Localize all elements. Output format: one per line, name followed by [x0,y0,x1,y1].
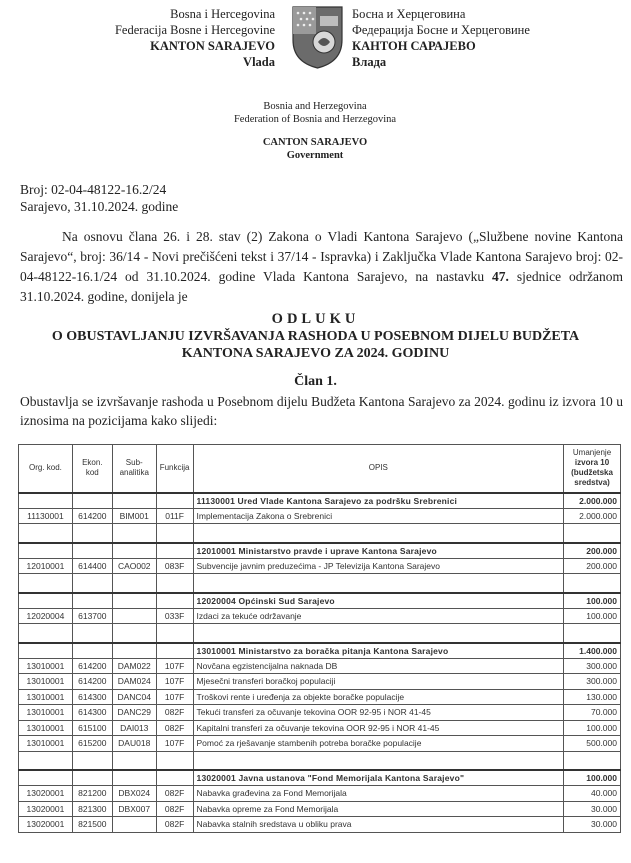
preamble-paragraph [20,227,623,307]
cell-sub [112,593,156,609]
cell-amount: 1.400.000 [564,643,621,659]
reference-block [20,181,178,215]
document-subtitle: KANTONA SARAJEVO ZA 2024. GODINU [181,346,450,361]
budget-table [18,444,621,833]
cell-amount: 130.000 [564,689,621,705]
budget-table-body [19,493,621,833]
cell-ekon [72,543,112,559]
cell-amount: 40.000 [564,786,621,802]
cell-org [19,643,73,659]
table-row [19,736,621,752]
cell-amount: 500.000 [564,736,621,752]
cell-empty [193,524,564,543]
cell-empty [564,574,621,593]
header-sub: Sub-analitika [112,445,156,493]
cell-desc: Troškovi rente i uređenja za objekte boračke populacije [193,689,564,705]
header-right-line: Федерација Босне и Херцеговине [352,23,530,37]
header-ekon: Ekon. kod [72,445,112,493]
cell-amount: 200.000 [564,543,621,559]
table-section-row [19,770,621,786]
cell-org [19,770,73,786]
cell-sub: DANC04 [112,689,156,705]
cell-funk: 011F [156,508,193,524]
header-left-line: Bosna i Hercegovina [170,7,275,21]
cell-empty [156,524,193,543]
table-row [19,558,621,574]
cell-amount: 100.000 [564,593,621,609]
cell-desc: 12020004 Općinski Sud Sarajevo [193,593,564,609]
article-heading: Član 1. [294,374,337,389]
cell-funk: 082F [156,705,193,721]
cell-funk: 107F [156,736,193,752]
cell-sub [112,643,156,659]
cell-sub: DAM024 [112,674,156,690]
cell-sub: DANC29 [112,705,156,721]
cell-ekon: 615100 [72,720,112,736]
preamble-text: sjednice održanom 31.10.2024. godine, donijela je [20,269,624,304]
cell-org: 13010001 [19,658,73,674]
header-left-line: Federacija Bosne i Hercegovine [114,23,275,37]
cell-org: 13020001 [19,786,73,802]
cell-desc: Kapitalni transferi za očuvanje tekovina OOR 92-95 i NOR 41-45 [193,720,564,736]
cell-desc: Mjesečni transferi boračkoj populaciji [193,674,564,690]
table-section-row [19,493,621,509]
table-row [19,817,621,833]
table-row [19,689,621,705]
header-funk: Funkcija [156,445,193,493]
cell-ekon: 614400 [72,558,112,574]
table-row [19,786,621,802]
cell-funk: 082F [156,817,193,833]
cell-sub: BIM001 [112,508,156,524]
cell-desc: Nabavka građevina za Fond Memorijala [193,786,564,802]
cell-funk: 107F [156,674,193,690]
cell-org: 12020004 [19,608,73,624]
cell-empty [72,574,112,593]
document-title: ODLUKU [271,311,360,327]
cell-funk: 082F [156,720,193,736]
cell-amount: 30.000 [564,817,621,833]
cell-amount: 70.000 [564,705,621,721]
cell-org: 13010001 [19,705,73,721]
header-right-line: КАНТОН САРАЈЕВО [352,39,476,53]
cell-org [19,543,73,559]
cell-ekon: 613700 [72,608,112,624]
cell-desc: Subvencije javnim preduzećima - JP Televizija Kantona Sarajevo [193,558,564,574]
cell-sub: DBX024 [112,786,156,802]
cell-funk [156,643,193,659]
header-opis: OPIS [193,445,564,493]
cell-desc: 13020001 Javna ustanova "Fond Memorijala Kantona Sarajevo" [193,770,564,786]
cell-empty [156,624,193,643]
cell-org [19,593,73,609]
cell-desc: Tekući transferi za očuvanje tekovina OOR 92-95 i NOR 41-45 [193,705,564,721]
table-row [19,801,621,817]
cell-amount: 200.000 [564,558,621,574]
cell-sub: DAM022 [112,658,156,674]
cell-amount: 2.000.000 [564,493,621,509]
table-section-row [19,593,621,609]
cell-sub [112,493,156,509]
cell-desc: 13010001 Ministarstvo za boračka pitanja Kantona Sarajevo [193,643,564,659]
header-english-block [165,100,465,162]
header-amount-line: Umanjenje [572,448,612,458]
cell-ekon: 614300 [72,705,112,721]
cell-ekon [72,643,112,659]
cell-ekon: 821200 [72,786,112,802]
cell-ekon: 614200 [72,658,112,674]
cell-amount: 300.000 [564,674,621,690]
cell-org: 13010001 [19,674,73,690]
cell-funk: 033F [156,608,193,624]
header-right-line: Влада [352,55,387,69]
cell-funk: 082F [156,801,193,817]
cell-empty [72,751,112,770]
table-spacer-row [19,751,621,770]
cell-amount: 100.000 [564,608,621,624]
cell-org: 13020001 [19,817,73,833]
cell-desc: Implementacija Zakona o Srebrenici [193,508,564,524]
cell-empty [19,624,73,643]
cell-sub: DAI013 [112,720,156,736]
cell-org: 13010001 [19,720,73,736]
coat-of-arms-icon [290,4,345,70]
cell-desc: Nabavka opreme za Fond Memorijala [193,801,564,817]
header-left-block [60,6,275,70]
table-row [19,705,621,721]
cell-sub: DAU018 [112,736,156,752]
cell-empty [564,624,621,643]
header-english-line: Government [286,150,344,161]
cell-funk: 082F [156,786,193,802]
cell-empty [19,574,73,593]
cell-sub [112,543,156,559]
article-text: Obustavlja se izvršavanje rashoda u Posebnom dijelu Budžeta Kantona Sarajevo za 2024. godinu iz izvora 10 u iznosima na pozicijama kako slijedi: [20,394,623,428]
preamble-text: Na osnovu člana 26. i 28. stav (2) Zakona o Vladi Kantona Sarajevo („Službene novine Kantona Sarajevo“, broj: 36/14 - Novi prečišćeni tekst i 37/14 - Ispravka) i Zaključka Vlade Kantona Sarajevo broj: 02-04-48122-16.1/24 od 31.10.2024. godine Vlada Kantona Sarajevo, na nastavku [20,229,623,284]
cell-ekon [72,770,112,786]
cell-org: 13010001 [19,689,73,705]
table-row [19,508,621,524]
header-left-line: Vlada [243,55,275,69]
cell-ekon [72,593,112,609]
cell-org [19,493,73,509]
cell-amount: 30.000 [564,801,621,817]
cell-org: 12010001 [19,558,73,574]
cell-desc: Izdaci za tekuće održavanje [193,608,564,624]
cell-empty [156,574,193,593]
cell-funk [156,493,193,509]
table-spacer-row [19,574,621,593]
cell-desc: Nabavka stalnih sredstava u obliku prava [193,817,564,833]
cell-ekon: 614300 [72,689,112,705]
cell-sub: CAO002 [112,558,156,574]
cell-empty [72,624,112,643]
cell-empty [193,624,564,643]
cell-desc: Pomoć za rješavanje stambenih potreba boračke populacije [193,736,564,752]
table-section-row [19,643,621,659]
cell-ekon: 615200 [72,736,112,752]
cell-amount: 100.000 [564,770,621,786]
cell-sub [112,817,156,833]
cell-funk [156,770,193,786]
cell-amount: 100.000 [564,720,621,736]
header-english-line: Federation of Bosnia and Herzegovina [233,114,397,125]
cell-empty [112,524,156,543]
table-row [19,658,621,674]
cell-desc: 12010001 Ministarstvo pravde i uprave Kantona Sarajevo [193,543,564,559]
cell-funk: 083F [156,558,193,574]
header-right-block [352,6,602,70]
cell-org: 13020001 [19,801,73,817]
cell-ekon: 821300 [72,801,112,817]
header-amount-line: izvora 10 [574,458,610,468]
cell-org: 11130001 [19,508,73,524]
cell-sub [112,770,156,786]
cell-amount: 2.000.000 [564,508,621,524]
cell-desc: 11130001 Ured Vlade Kantona Sarajevo za podršku Srebrenici [193,493,564,509]
cell-empty [19,524,73,543]
table-spacer-row [19,624,621,643]
table-header-row [19,445,621,493]
table-row [19,674,621,690]
table-section-row [19,543,621,559]
cell-empty [112,574,156,593]
cell-empty [156,751,193,770]
cell-empty [72,524,112,543]
header-left-line: KANTON SARAJEVO [150,39,275,53]
reference-place-date: Sarajevo, 31.10.2024. godine [20,199,179,214]
cell-org: 13010001 [19,736,73,752]
header-right-line: Босна и Херцеговина [352,7,466,21]
session-number: 47. [492,269,509,284]
cell-amount: 300.000 [564,658,621,674]
cell-funk: 107F [156,689,193,705]
cell-empty [564,751,621,770]
table-spacer-row [19,524,621,543]
table-row [19,720,621,736]
header-english-line: CANTON SARAJEVO [262,137,368,148]
cell-empty [112,751,156,770]
cell-sub [112,608,156,624]
cell-empty [112,624,156,643]
header-english-line: Bosnia and Herzegovina [263,101,367,112]
cell-funk [156,593,193,609]
cell-desc: Novčana egzistencijalna naknada DB [193,658,564,674]
header-amount [564,445,621,493]
header-amount-line: (budžetska sredstva) [571,468,613,488]
cell-empty [193,751,564,770]
cell-empty [564,524,621,543]
cell-ekon: 614200 [72,674,112,690]
cell-funk [156,543,193,559]
cell-empty [19,751,73,770]
reference-number: Broj: 02-04-48122-16.2/24 [20,182,167,197]
cell-funk: 107F [156,658,193,674]
cell-ekon: 614200 [72,508,112,524]
document-subtitle: O OBUSTAVLJANJU IZVRŠAVANJA RASHODA U POSEBNOM DIJELU BUDŽETA [51,329,580,344]
header-org: Org. kod. [19,445,73,493]
cell-ekon: 821500 [72,817,112,833]
table-row [19,608,621,624]
cell-ekon [72,493,112,509]
cell-sub: DBX007 [112,801,156,817]
cell-empty [193,574,564,593]
